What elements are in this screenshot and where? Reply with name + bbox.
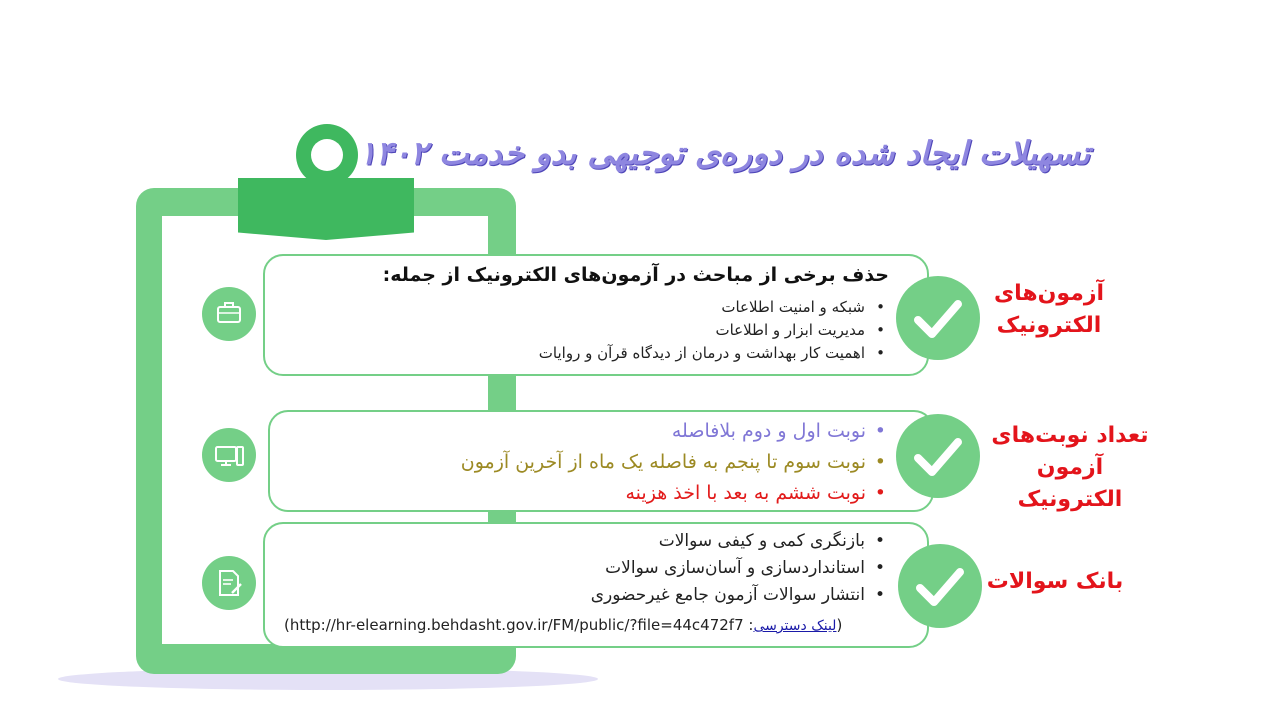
section-panel-exam-attempts xyxy=(268,410,934,512)
list-item: • انتشار سوالات آزمون جامع غیرحضوری xyxy=(591,582,887,609)
list-item: • نوبت ششم به بعد با اخذ هزینه xyxy=(461,478,888,509)
section-list xyxy=(539,296,887,365)
list-item: • بازنگری کمی و کیفی سوالات xyxy=(591,528,887,555)
document-edit-icon xyxy=(202,556,256,610)
list-item: • نوبت سوم تا پنجم به فاصله یک ماه از آخرین آزمون xyxy=(461,447,888,478)
section-panel-electronic-exams xyxy=(263,254,929,376)
access-link-row: (http://hr-elearning.behdasht.gov.ir/FM/public/?file=44c472f7 :لینک دسترسی) xyxy=(284,616,843,634)
check-icon xyxy=(896,414,980,498)
list-item: • نوبت اول و دوم بلافاصله xyxy=(461,416,888,447)
list-item: • مدیریت ابزار و اطلاعات xyxy=(539,319,887,342)
page-title: تسهیلات ایجاد شده در دوره‌ی توجیهی بدو خدمت ۱۴۰۲ xyxy=(358,134,1090,172)
access-url: http://hr-elearning.behdasht.gov.ir/FM/public/?file=44c472f7 xyxy=(289,616,744,634)
section-list xyxy=(461,416,888,509)
section-heading: حذف برخی از مباحث در آزمون‌های الکترونیک از جمله: xyxy=(382,264,889,286)
briefcase-icon xyxy=(202,287,256,341)
list-item: • اهمیت کار بهداشت و درمان از دیدگاه قرآن و روایات xyxy=(539,342,887,365)
section-label: آزمون‌های الکترونیک xyxy=(993,281,1105,338)
section-label: بانک سوالات xyxy=(986,569,1124,594)
check-icon xyxy=(898,544,982,628)
access-link[interactable]: لینک دسترسی xyxy=(753,618,837,634)
list-item: • شبکه و امنیت اطلاعات xyxy=(539,296,887,319)
section-label: تعداد نوبت‌های آزمون الکترونیک xyxy=(991,423,1149,512)
section-list xyxy=(591,528,887,609)
clipboard-clip-hole xyxy=(311,139,343,171)
computer-icon xyxy=(202,428,256,482)
list-item: • استانداردسازی و آسان‌سازی سوالات xyxy=(591,555,887,582)
check-icon xyxy=(896,276,980,360)
